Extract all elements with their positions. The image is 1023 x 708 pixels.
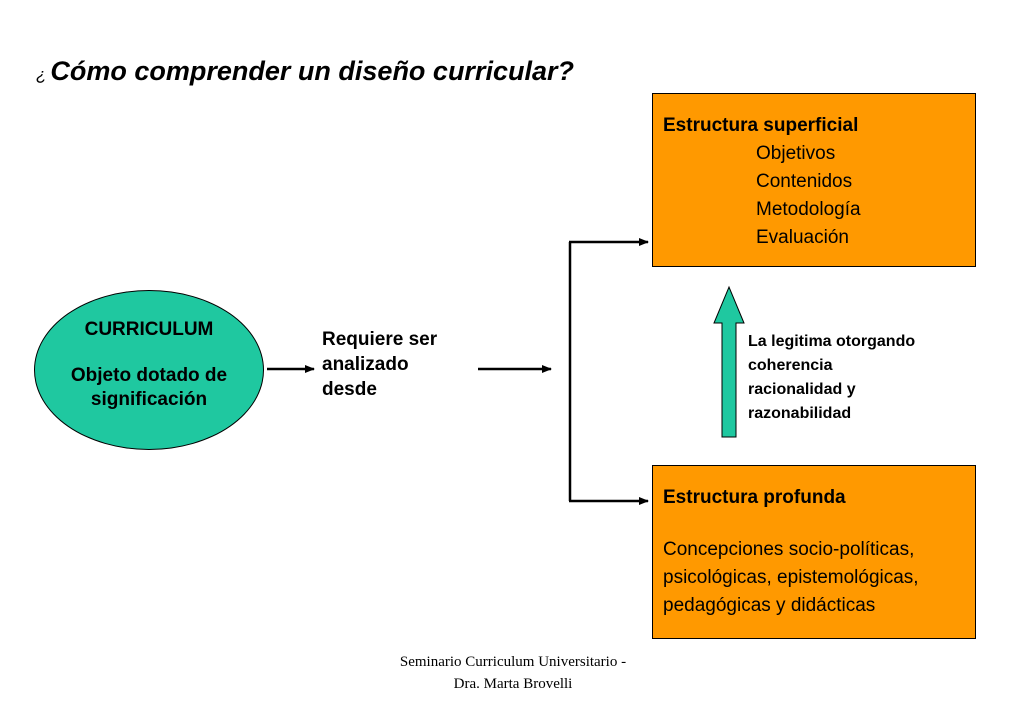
footer-line2: Dra. Marta Brovelli (453, 676, 573, 692)
legitimacy-line1: La legitima otorgando (748, 333, 916, 350)
surface-item-evaluacion: Evaluación (756, 227, 849, 248)
surface-item-contenidos: Contenidos (756, 171, 853, 192)
curriculum-line2: significación (90, 389, 208, 410)
deep-line2: psicológicas, epistemológicas, (663, 567, 919, 588)
title-text: Cómo comprender un diseño curricular? (50, 56, 574, 86)
analysis-line1: Requiere ser (322, 329, 438, 350)
curriculum-line1: Objeto dotado de (70, 365, 228, 386)
legitimacy-up-arrow (714, 287, 744, 437)
footer-line1: Seminario Curriculum Universitario - (399, 654, 627, 670)
deep-line1: Concepciones socio-políticas, (663, 539, 915, 560)
deep-structure-heading: Estructura profunda (663, 487, 846, 508)
legitimacy-line2: coherencia (748, 357, 833, 374)
analysis-line3: desde (322, 379, 377, 400)
analysis-label (322, 327, 437, 402)
footer (343, 651, 683, 695)
surface-structure-content (663, 112, 861, 252)
surface-structure-heading: Estructura superficial (663, 115, 859, 136)
deep-line3: pedagógicas y didácticas (663, 595, 876, 616)
surface-item-objetivos: Objetivos (756, 143, 836, 164)
curriculum-label (34, 318, 264, 412)
legitimacy-line4: razonabilidad (748, 405, 852, 422)
analysis-line2: analizado (322, 354, 409, 375)
surface-item-metodologia: Metodología (756, 199, 861, 220)
curriculum-heading: CURRICULUM (84, 319, 214, 340)
legitimacy-line3: racionalidad y (748, 381, 856, 398)
legitimacy-label (748, 330, 915, 426)
title-prefix: ¿ (36, 65, 47, 84)
deep-structure-content (663, 484, 919, 620)
